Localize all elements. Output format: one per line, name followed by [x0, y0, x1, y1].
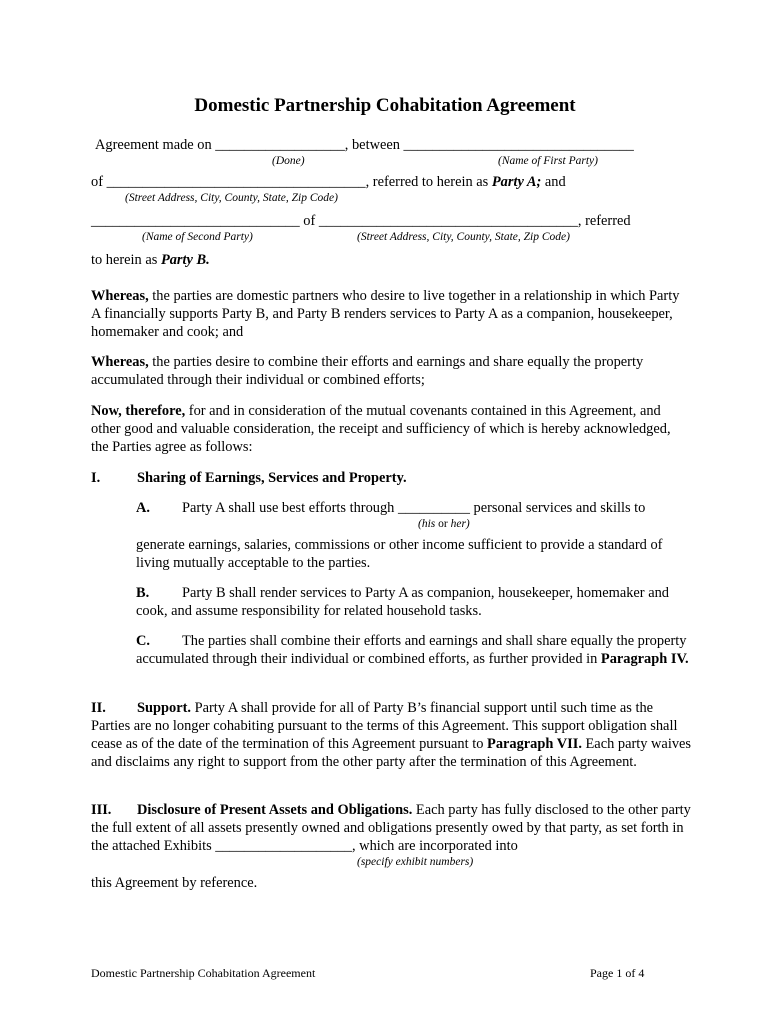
section-2-title: Support. [137, 700, 191, 716]
party-a-and: and [541, 174, 566, 190]
caption-first-party: (Name of First Party) [498, 155, 598, 167]
section-a-label: A. [136, 500, 150, 516]
caption-her: her) [450, 518, 470, 530]
caption-or: or [438, 518, 448, 530]
caption-his: (his [418, 518, 436, 530]
whereas-text-1: the parties are domestic partners who desire to live together in a relationship in which Party A financially supports Party B, and Party B renders services to Party A as a companion, housekeeper, homemaker and cook; and [91, 288, 680, 340]
whereas-paragraph-2 [91, 353, 691, 389]
section-2-text: Party A shall provide for all of Party B’s financial support until such time as the Parties are no longer cohabiting pursuant to the terms of this Agreement. This support obligation shall cease as of the date of the termination of this Agreement pursuant to [91, 700, 678, 752]
caption-street-address-2: (Street Address, City, County, State, Zip Code) [357, 231, 570, 243]
footer-document-title: Domestic Partnership Cohabitation Agreement [91, 966, 316, 980]
footer-page-number: Page 1 of 4 [590, 966, 645, 980]
party-b-label: Party B. [160, 252, 210, 268]
party-a-label: Party A; [491, 174, 542, 190]
section-3-continuation: this Agreement by reference. [91, 875, 258, 891]
party-b-line: _____________________________ of ____________________________________, referred [91, 213, 631, 229]
section-c-reference: Paragraph IV. [600, 651, 689, 667]
caption-street-address-1: (Street Address, City, County, State, Zip Code) [125, 192, 338, 204]
now-therefore-lead: Now, therefore, [91, 403, 186, 419]
whereas-lead-2: Whereas, [91, 354, 149, 370]
section-2-text-2: Each party waives and disclaims any right to support from the other party after the termination of this Agreement. [91, 736, 692, 770]
document-title: Domestic Partnership Cohabitation Agreement [194, 95, 576, 116]
whereas-paragraph-1 [91, 287, 691, 341]
whereas-text-2: the parties desire to combine their efforts and earnings and share equally the property accumulated through their individual or combined efforts; [91, 354, 644, 388]
section-c-label: C. [136, 633, 150, 649]
section-b-text: Party B shall render services to Party A as companion, housekeeper, homemaker and cook, and assume responsibility for related household tasks. [136, 585, 669, 619]
section-b-paragraph [136, 584, 691, 620]
now-therefore-text: for and in consideration of the mutual covenants contained in this Agreement, and other good and valuable consideration, the receipt and sufficiency of which is hereby acknowledged, the Parties agree as follows: [91, 403, 671, 455]
section-3-title: Disclosure of Present Assets and Obligations. [137, 802, 413, 818]
caption-second-party: (Name of Second Party) [142, 231, 253, 243]
caption-done: (Done) [272, 155, 305, 167]
section-3-text: Each party has fully disclosed to the other party the full extent of all assets presently owned and obligations presently owed by that party, as set forth in the attached Exhibits ___________________, which are incorporated into [91, 802, 691, 854]
section-b-label: B. [136, 585, 150, 601]
now-therefore-paragraph [91, 402, 691, 456]
section-2-paragraph [91, 699, 691, 771]
caption-exhibit-numbers: (specify exhibit numbers) [357, 856, 474, 868]
caption-his-or-her [418, 517, 470, 531]
section-3-paragraph [91, 801, 691, 855]
section-2-number: II. [91, 700, 106, 716]
section-2-reference: Paragraph VII. [487, 736, 582, 752]
party-a-address-text: of ____________________________________, referred to herein as [91, 174, 492, 190]
section-a-line [136, 499, 645, 517]
party-b-referral-text: to herein as [91, 252, 161, 268]
section-c-paragraph [136, 632, 691, 668]
whereas-lead-1: Whereas, [91, 288, 149, 304]
party-b-referral [91, 251, 210, 269]
section-1-heading [91, 469, 407, 487]
section-a-continuation: generate earnings, salaries, commissions or other income sufficient to provide a standard of living mutually acceptable to the parties. [136, 537, 663, 571]
section-a-line-text: Party A shall use best efforts through __________ personal services and skills to [182, 500, 646, 516]
party-a-address-line [91, 173, 566, 191]
section-1-title: Sharing of Earnings, Services and Property. [137, 470, 407, 486]
section-3-number: III. [91, 802, 112, 818]
section-c-text: The parties shall combine their efforts and earnings and shall share equally the property accumulated through their individual or combined efforts, as further provided in [136, 633, 687, 667]
section-1-number: I. [91, 470, 101, 486]
agreement-date-line: Agreement made on __________________, between ________________________________ [95, 137, 634, 153]
